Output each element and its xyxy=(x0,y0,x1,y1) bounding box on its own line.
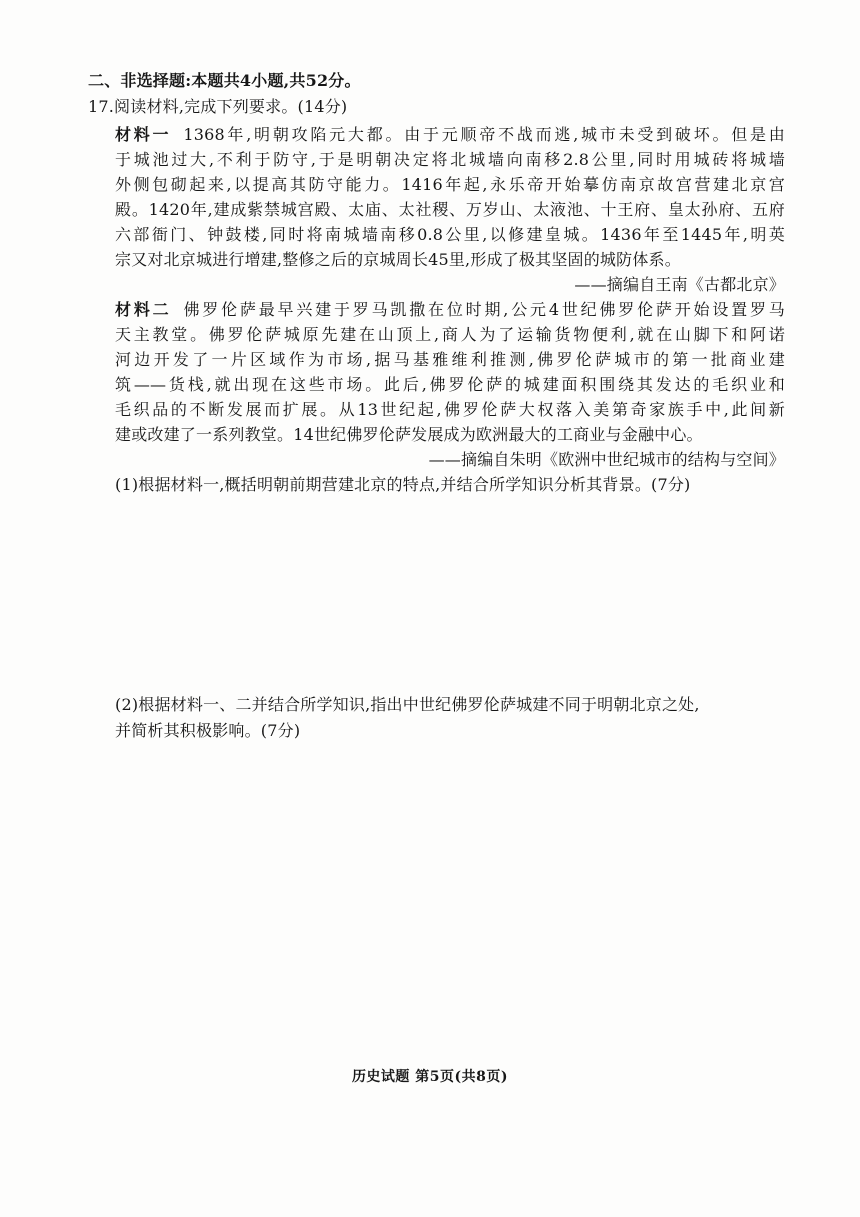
material2-line-3: 河边开发了一片区域作为市场,据马基雅维利推测,佛罗伦萨城市的第一批商业建 xyxy=(115,350,785,369)
answer-space-1[interactable] xyxy=(115,500,785,690)
material2-line-4: 筑——货栈,就出现在这些市场。此后,佛罗伦萨的城建面积围绕其发达的毛织业和 xyxy=(115,375,785,394)
subquestion-2-line-1: (2)根据材料一、二并结合所学知识,指出中世纪佛罗伦萨城建不同于明朝北京之处, xyxy=(115,695,700,714)
material2-label: 材料二 xyxy=(115,300,172,319)
subquestion-1: (1)根据材料一,概括明朝前期营建北京的特点,并结合所学知识分析其背景。(7分) xyxy=(115,475,691,494)
material2-line-2: 天主教堂。佛罗伦萨城原先建在山顶上,商人为了运输货物便利,就在山脚下和阿诺 xyxy=(115,325,785,344)
material2-source: ——摘编自朱明《欧洲中世纪城市的结构与空间》 xyxy=(428,450,785,469)
material1-line-1 xyxy=(115,124,785,146)
material2-text-1: 佛罗伦萨最早兴建于罗马凯撒在位时期,公元4世纪佛罗伦萨开始设置罗马 xyxy=(183,300,785,319)
material1-line-2: 于城池过大,不利于防守,于是明朝决定将北城墙向南移2.8公里,同时用城砖将城墙 xyxy=(115,150,785,169)
material1-line-3: 外侧包砌起来,以提高其防守能力。1416年起,永乐帝开始摹仿南京故宫营建北京宫 xyxy=(115,175,785,194)
page-footer: 历史试题 第5页(共8页) xyxy=(351,1069,509,1085)
material2-line-1 xyxy=(115,299,785,321)
material2-line-5: 毛织品的不断发展而扩展。从13世纪起,佛罗伦萨大权落入美第奇家族手中,此间新 xyxy=(115,400,785,419)
material1-text-1: 1368年,明朝攻陷元大都。由于元顺帝不战而逃,城市未受到破坏。但是由 xyxy=(183,125,785,144)
material2-line-6: 建或改建了一系列教堂。14世纪佛罗伦萨发展成为欧洲最大的工商业与金融中心。 xyxy=(115,425,703,444)
material1-line-5: 六部衙门、钟鼓楼,同时将南城墙南移0.8公里,以修建皇城。1436年至1445年,明英 xyxy=(115,225,785,244)
subquestion-2-line-2: 并简析其积极影响。(7分) xyxy=(115,721,301,740)
material1-label: 材料一 xyxy=(115,125,172,144)
question-17-header: 17.阅读材料,完成下列要求。(14分) xyxy=(88,97,348,116)
material1-line-4: 殿。1420年,建成紫禁城宫殿、太庙、太社稷、万岁山、太液池、十王府、皇太孙府、五府 xyxy=(115,200,785,219)
material1-source: ——摘编自王南《古都北京》 xyxy=(574,275,785,294)
answer-space-2[interactable] xyxy=(115,748,785,1048)
section-title: 二、非选择题:本题共4小题,共52分。 xyxy=(88,71,361,90)
material1-line-6: 宗又对北京城进行增建,整修之后的京城周长45里,形成了极其坚固的城防体系。 xyxy=(115,250,681,269)
